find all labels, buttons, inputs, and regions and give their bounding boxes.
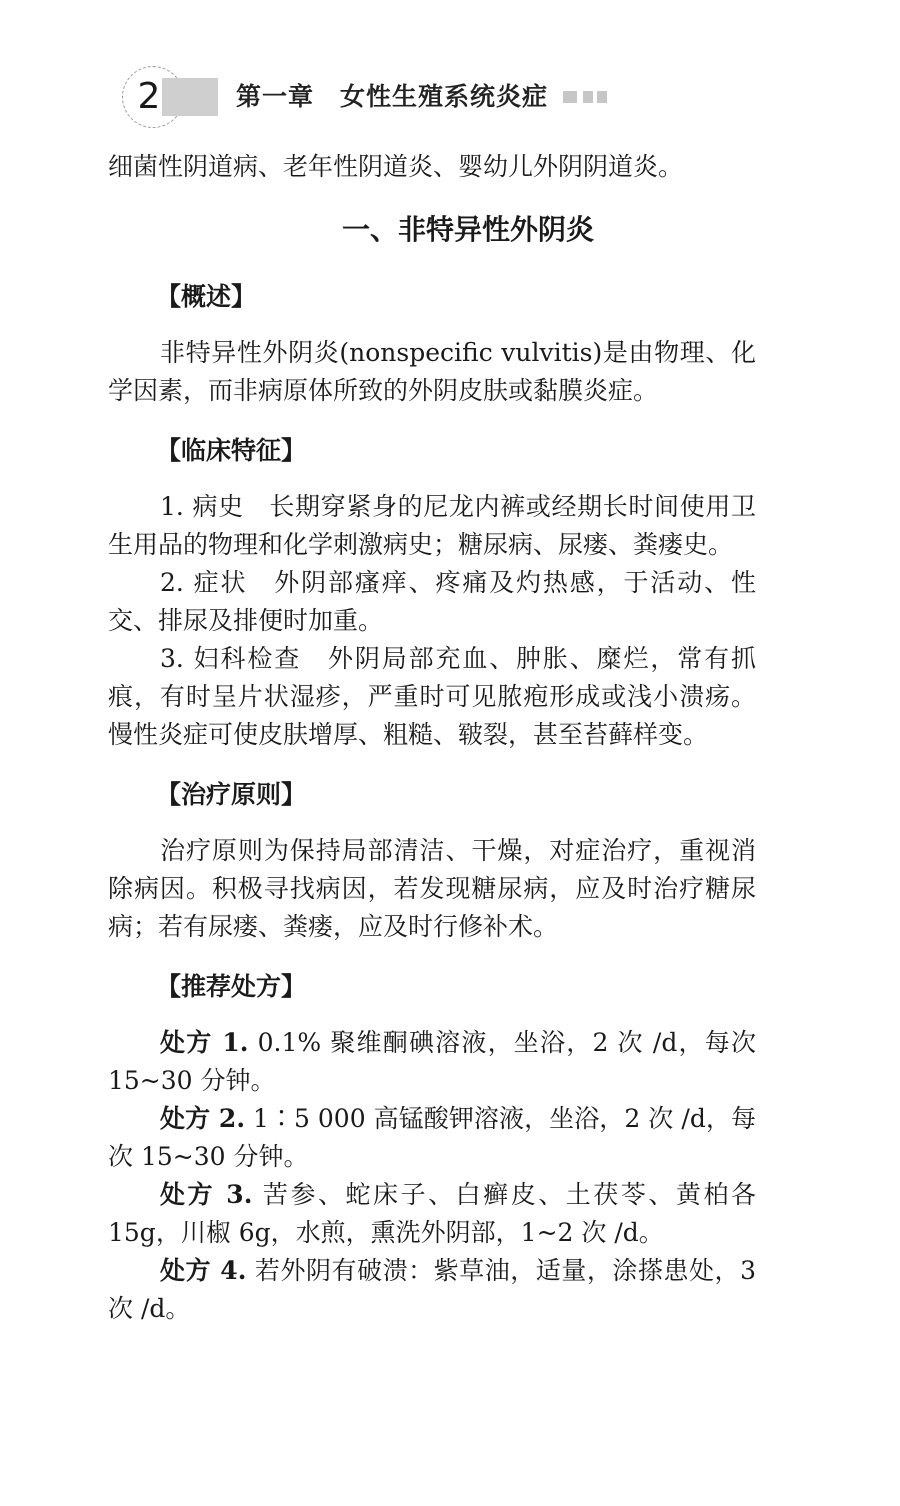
prescription-text: 若外阴有破溃：紫草油，适量，涂搽患处，3 次 /d。	[108, 1256, 756, 1323]
prescription-label: 处方 4.	[160, 1256, 247, 1285]
header-decoration	[563, 91, 577, 103]
treatment-paragraph: 治疗原则为保持局部清洁、干燥，对症治疗，重视消除病因。积极寻找病因，若发现糖尿病，应及时治疗糖尿病；若有尿瘘、粪瘘，应及时行修补术。	[108, 836, 756, 941]
prescription-item	[108, 1024, 756, 1100]
prescription-label: 处方 3.	[160, 1180, 253, 1209]
clinical-item: 3. 妇科检查 外阴局部充血、肿胀、糜烂，常有抓痕，有时呈片状湿疹，严重时可见脓疱形成或浅小溃疡。慢性炎症可使皮肤增厚、粗糙、皲裂，甚至苔藓样变。	[108, 644, 756, 749]
prescription-heading: 【推荐处方】	[156, 972, 307, 1001]
overview-heading: 【概述】	[156, 282, 257, 311]
page-content	[108, 148, 756, 1328]
chapter-title: 第一章 女性生殖系统炎症	[236, 82, 549, 111]
section-title: 一、非特异性外阴炎	[341, 213, 594, 246]
header-gray-bar	[162, 78, 218, 116]
clinical-item: 2. 症状 外阴部瘙痒、疼痛及灼热感，于活动、性交、排尿及排便时加重。	[108, 568, 756, 635]
prescription-item	[108, 1252, 756, 1328]
clinical-item: 1. 病史 长期穿紧身的尼龙内裤或经期长时间使用卫生用品的物理和化学刺激病史；糖尿病、尿瘘、粪瘘史。	[108, 492, 756, 559]
header-decoration	[597, 91, 607, 103]
prescription-label: 处方 1.	[160, 1028, 249, 1057]
prescription-label: 处方 2.	[160, 1104, 246, 1133]
clinical-heading: 【临床特征】	[156, 436, 307, 465]
prescription-text: 1∶5 000 高锰酸钾溶液，坐浴，2 次 /d，每次 15~30 分钟。	[108, 1104, 756, 1171]
prescription-item	[108, 1100, 756, 1176]
page-number: 2	[137, 76, 161, 117]
prescription-text: 0.1% 聚维酮碘溶液，坐浴，2 次 /d，每次 15~30 分钟。	[108, 1028, 756, 1095]
overview-paragraph: 非特异性外阴炎(nonspecific vulvitis)是由物理、化学因素，而非病原体所致的外阴皮肤或黏膜炎症。	[108, 338, 756, 405]
prescription-item	[108, 1176, 756, 1252]
prescription-text: 苦参、蛇床子、白癣皮、土茯苓、黄柏各 15g，川椒 6g，水煎，熏洗外阴部，1~2 次 /d。	[108, 1180, 756, 1247]
treatment-heading: 【治疗原则】	[156, 780, 307, 809]
intro-line: 细菌性阴道病、老年性阴道炎、婴幼儿外阴阴道炎。	[108, 152, 684, 181]
page-header	[0, 0, 900, 140]
header-decoration	[583, 91, 593, 103]
